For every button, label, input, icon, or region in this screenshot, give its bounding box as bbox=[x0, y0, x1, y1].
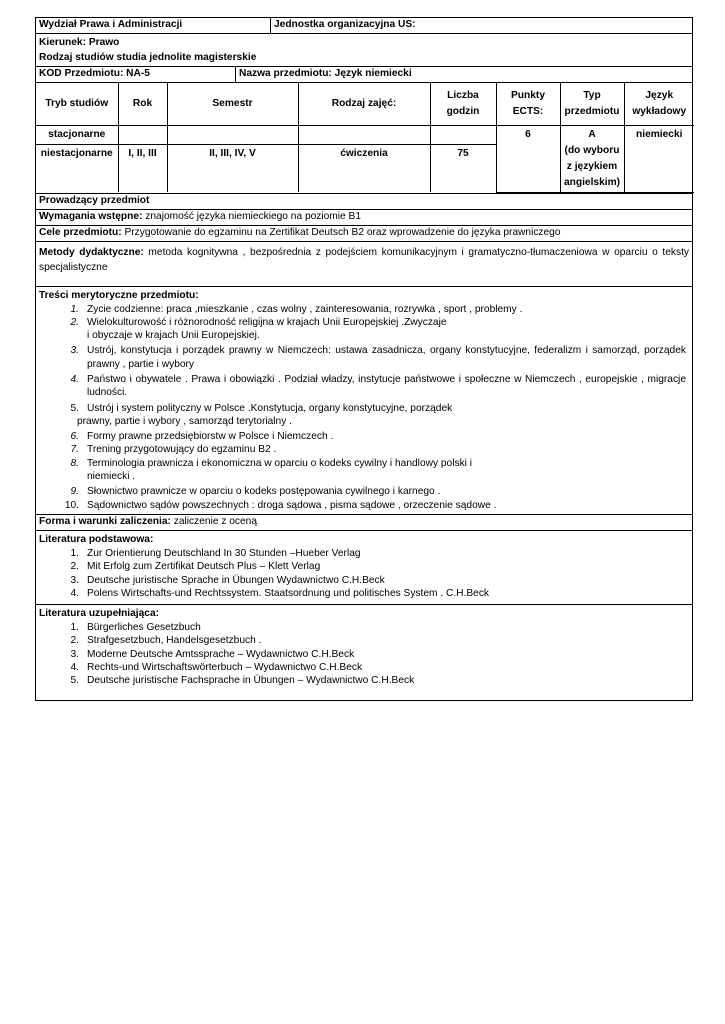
faculty-label: Wydział Prawa i Administracji bbox=[36, 18, 271, 33]
list-item bbox=[39, 587, 689, 600]
list-text: Wielokulturowość i różnorodność religijna w krajach Unii Europejskiej .Zwyczaje i obyczaje w krajach Unii Europejskiej. bbox=[87, 316, 447, 342]
requirements-text: znajomość języka niemieckiego na poziomie B1 bbox=[145, 210, 362, 222]
list-text: Strafgesetzbuch, Handelsgesetzbuch . bbox=[87, 635, 262, 647]
syllabus-sheet bbox=[35, 17, 693, 701]
list-number: 3. bbox=[70, 345, 79, 357]
list-number: 1. bbox=[70, 547, 79, 559]
list-item bbox=[39, 661, 689, 674]
col-header-class-type: Rodzaj zajęć: bbox=[298, 83, 430, 125]
list-item bbox=[39, 402, 689, 415]
ects-cell: 6 bbox=[496, 125, 560, 192]
list-item bbox=[39, 415, 689, 428]
list-number: 8. bbox=[70, 457, 79, 469]
assessment-row bbox=[36, 515, 692, 531]
list-item bbox=[39, 560, 689, 573]
list-item bbox=[39, 485, 689, 498]
list-item bbox=[39, 674, 689, 687]
list-number: 3. bbox=[70, 574, 79, 586]
list-text: Ustrój i system polityczny w Polsce .Konstytucja, organy konstytucyjne, porządek bbox=[87, 402, 453, 414]
lecturer-row bbox=[36, 194, 692, 210]
list-number: 5. bbox=[70, 402, 79, 414]
list-number: 1. bbox=[70, 622, 79, 634]
list-text: Rechts-und Wirtschaftswörterbuch – Wydawnictwo C.H.Beck bbox=[87, 662, 363, 674]
list-number: 4. bbox=[70, 587, 79, 599]
goals-text: Przygotowanie do egzaminu na Zertifikat Deutsch B2 oraz wprowadzenie do języka prawniczego bbox=[124, 226, 561, 238]
content-section bbox=[36, 287, 692, 515]
list-number: 4. bbox=[70, 373, 79, 385]
list-item bbox=[39, 574, 689, 587]
list-item bbox=[39, 499, 689, 512]
literature-basic-list bbox=[39, 547, 689, 600]
col-header-ects: Punkty ECTS: bbox=[496, 83, 560, 125]
literature-basic-label: Literatura podstawowa: bbox=[39, 533, 154, 545]
list-item bbox=[39, 430, 689, 443]
list-text: Terminologia prawnicza i ekonomiczna w oparciu o kodeks cywilny i handlowy polski i niemiecki . bbox=[87, 457, 473, 483]
assessment-text: zaliczenie z oceną bbox=[173, 515, 258, 527]
subject-code: KOD Przedmiotu: NA-5 bbox=[36, 67, 236, 82]
list-number: 9. bbox=[70, 486, 79, 498]
col-header-mode: Tryb studiów bbox=[36, 83, 118, 125]
study-details-table bbox=[36, 83, 692, 194]
list-number: 6. bbox=[70, 431, 79, 443]
list-number bbox=[39, 415, 77, 428]
literature-extra-label: Literatura uzupełniająca: bbox=[39, 608, 160, 620]
subject-type-line: (do wyboru bbox=[564, 144, 620, 156]
list-number: 3. bbox=[70, 648, 79, 660]
list-number: 2. bbox=[70, 635, 79, 647]
list-text: Słownictwo prawnicze w oparciu o kodeks postępowania cywilnego i karnego . bbox=[87, 486, 441, 498]
list-text: Sądownictwo sądów powszechnych : droga sądowa , pisma sądowe , orzeczenie sądowe . bbox=[87, 499, 497, 511]
header-field-row bbox=[36, 34, 692, 67]
col-header-semester: Semestr bbox=[167, 83, 298, 125]
year-cell: I, II, III bbox=[118, 144, 167, 192]
subject-name: Nazwa przedmiotu: Język niemiecki bbox=[239, 68, 412, 79]
list-number: 5. bbox=[70, 675, 79, 687]
list-text: Trening przygotowujący do egzaminu B2 . bbox=[87, 444, 277, 456]
list-text: Deutsche juristische Sprache in Übungen Wydawnictwo C.H.Beck bbox=[87, 574, 385, 586]
list-text: Ustrój, konstytucja i porządek prawny w Niemczech: ustawa zasadnicza, organy konstytucyjne, federalizm i samorząd, porządek prawny , partie i wybory bbox=[87, 345, 686, 370]
list-number: 10. bbox=[64, 499, 79, 511]
subject-type-line: z językiem bbox=[566, 160, 618, 172]
subject-type-cell bbox=[560, 125, 624, 192]
mode-cell: niestacjonarne bbox=[36, 144, 118, 192]
list-number: 2. bbox=[70, 316, 79, 328]
literature-extra-section bbox=[36, 605, 692, 700]
study-type-label: Rodzaj studiów studia jednolite magisterskie bbox=[39, 52, 257, 63]
list-item bbox=[39, 634, 689, 647]
methods-label: Metody dydaktyczne: bbox=[39, 246, 144, 258]
list-text: Deutsche juristische Fachsprache in Übungen – Wydawnictwo C.H.Beck bbox=[87, 675, 415, 687]
col-header-language: Język wykładowy bbox=[624, 83, 694, 125]
literature-extra-list bbox=[39, 621, 689, 687]
list-text: Państwo i obywatele . Prawa i obowiązki . Podział władzy, instytucje państwowe i społeczne w Niemczech , europejskie , migracje ludności. bbox=[87, 373, 686, 399]
col-header-subject-type: Typ przedmiotu bbox=[560, 83, 624, 125]
field-label: Kierunek: Prawo bbox=[39, 37, 120, 48]
hours-cell bbox=[430, 125, 496, 144]
list-text: prawny, partie i wybory , samorząd terytorialny . bbox=[77, 415, 292, 427]
list-text: Formy prawne przedsiębiorstw w Polsce i Niemczech . bbox=[87, 431, 334, 443]
language-cell: niemiecki bbox=[624, 125, 694, 192]
list-item bbox=[39, 457, 689, 484]
list-item bbox=[39, 547, 689, 560]
hours-cell: 75 bbox=[430, 144, 496, 192]
methods-text: metoda kognitywna , bezpośrednia z podejściem komunikacyjnym i gramatyczno-tłumaczeniowa w oparciu o teksty specjalistyczne bbox=[39, 246, 689, 273]
year-cell bbox=[118, 125, 167, 144]
goals-label: Cele przedmiotu: bbox=[39, 226, 122, 238]
list-item bbox=[39, 316, 689, 343]
unit-label: Jednostka organizacyjna US: bbox=[274, 19, 416, 30]
content-list bbox=[39, 303, 689, 512]
subject-type-line: angielskim) bbox=[563, 176, 621, 188]
header-code-row bbox=[36, 67, 692, 83]
list-text: Zur Orientierung Deutschland In 30 Stunden –Hueber Verlag bbox=[87, 547, 361, 559]
semester-cell: II, III, IV, V bbox=[167, 144, 298, 192]
lecturer-label: Prowadzący przedmiot bbox=[39, 194, 150, 206]
col-header-hours: Liczba godzin bbox=[430, 83, 496, 125]
requirements-row bbox=[36, 210, 692, 226]
list-number: 4. bbox=[70, 662, 79, 674]
list-number: 2. bbox=[70, 561, 79, 573]
list-number: 7. bbox=[70, 444, 79, 456]
class-type-cell bbox=[298, 125, 430, 144]
class-type-cell: ćwiczenia bbox=[298, 144, 430, 192]
mode-cell: stacjonarne bbox=[36, 125, 118, 144]
list-text: Zycie codzienne: praca ,mieszkanie , czas wolny , zainteresowania, rozrywka , sport , problemy . bbox=[87, 303, 523, 315]
list-text: Polens Wirtschafts-und Rechtssystem. Staatsordnung und politisches System . C.H.Beck bbox=[87, 587, 490, 599]
header-faculty-row bbox=[36, 18, 692, 34]
assessment-label: Forma i warunki zaliczenia: bbox=[39, 515, 171, 527]
methods-row bbox=[36, 242, 692, 287]
list-item bbox=[39, 373, 689, 400]
list-text: Moderne Deutsche Amtssprache – Wydawnictwo C.H.Beck bbox=[87, 648, 355, 660]
list-item bbox=[39, 621, 689, 634]
list-item bbox=[39, 303, 689, 316]
list-item bbox=[39, 648, 689, 661]
col-header-year: Rok bbox=[118, 83, 167, 125]
content-label: Treści merytoryczne przedmiotu: bbox=[39, 289, 199, 301]
list-item bbox=[39, 344, 689, 371]
list-number: 1. bbox=[70, 303, 79, 315]
list-text: Mit Erfolg zum Zertifikat Deutsch Plus – Klett Verlag bbox=[87, 561, 321, 573]
list-item bbox=[39, 443, 689, 456]
list-text: Bürgerliches Gesetzbuch bbox=[87, 622, 201, 634]
subject-type-line: A bbox=[588, 128, 596, 140]
requirements-label: Wymagania wstępne: bbox=[39, 210, 143, 222]
semester-cell bbox=[167, 125, 298, 144]
goals-row bbox=[36, 226, 692, 242]
literature-basic-section bbox=[36, 531, 692, 605]
